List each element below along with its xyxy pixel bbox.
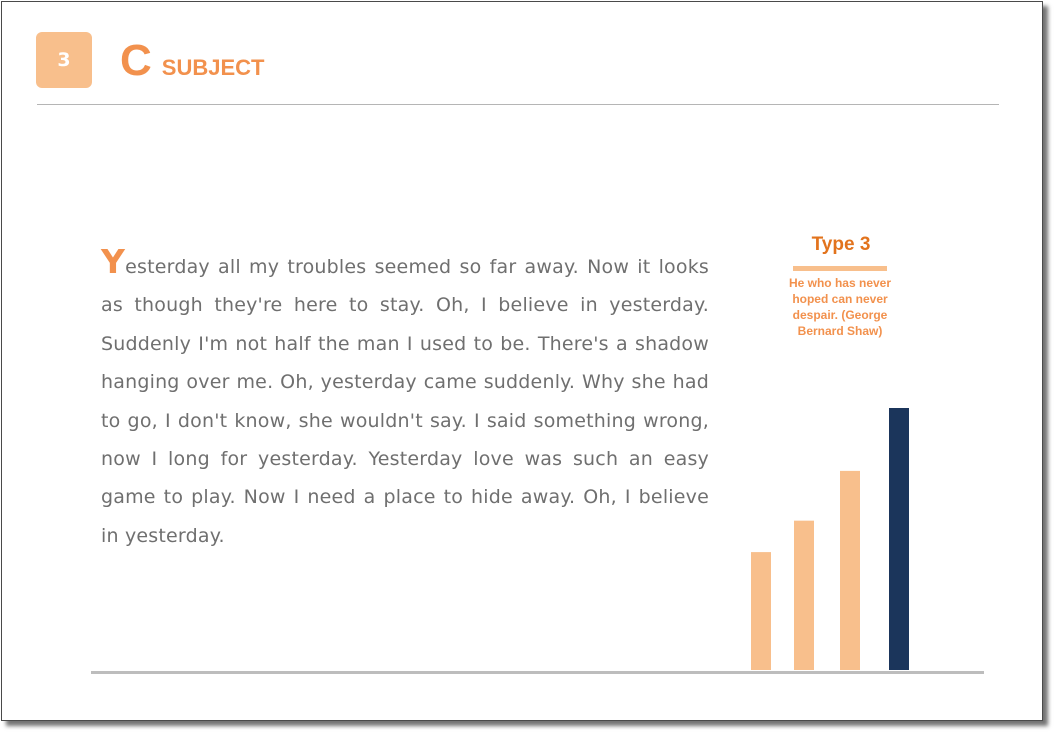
chart-bar-1 [751,552,771,670]
drop-cap: Y [101,242,126,281]
quote-text: He who has never hoped can never despair. (George Bernard Shaw) [788,276,892,338]
header-divider [37,104,999,105]
bar-chart [742,402,932,670]
chart-bar-3 [840,471,860,670]
chart-bar-4 [889,408,909,670]
title-text: SUBJECT [161,55,265,80]
title-letter: C [120,36,152,85]
slide-number: 3 [57,49,71,71]
type-title: Type 3 [811,234,871,255]
body-text: esterday all my troubles seemed so far away. Now it looks as though they're here to stay. Oh, I believe in yesterday. Suddenly I'm not half the man I used to be. There's a shadow hanging over me. Oh, yesterday came suddenly. Why she had to go, I don't know, she wouldn't say. I said something wrong, now I long for yesterday. Yesterday love was such an easy game to play. Now I need a place to hide away. Oh, I believe in yesterday. [101,256,709,547]
body-paragraph [101,242,709,555]
chart-bar-2 [794,521,814,670]
type-underline [793,266,887,271]
slide-number-badge [36,32,92,88]
slide [1,1,1043,721]
baseline-rule [91,671,984,674]
page-title [120,35,264,87]
